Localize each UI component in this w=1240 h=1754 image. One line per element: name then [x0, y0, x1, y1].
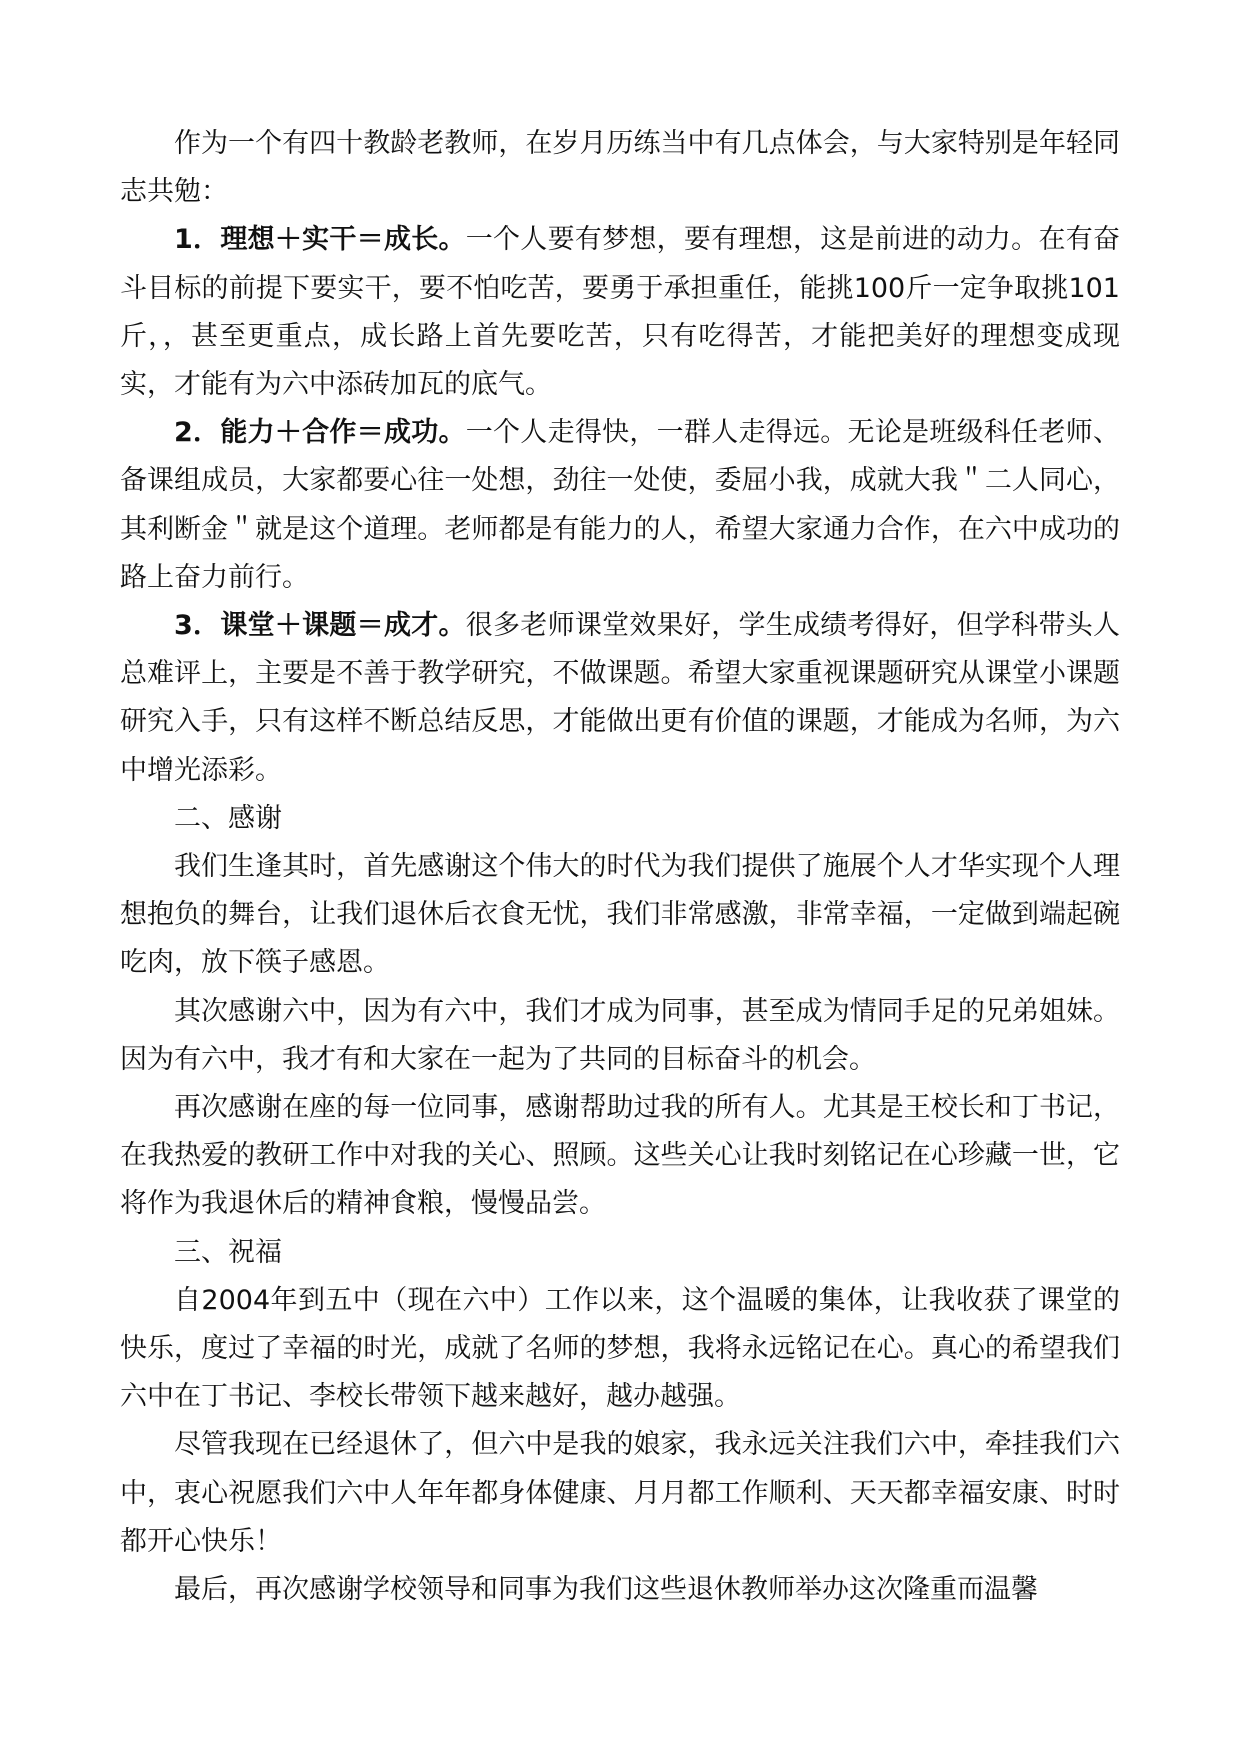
paragraph-point-3 [120, 602, 1120, 795]
point-heading: 1．理想＋实干＝成长。 [174, 224, 466, 256]
section-heading-text: 二、感谢 [174, 802, 282, 834]
paragraph-text: 一个人要有梦想，要有理想，这是前进的动力。在有奋斗目标的前提下要实干，要不怕吃苦，要勇于承担重任，能挑100斤一定争取挑101斤，，甚至更重点，成长路上首先要吃苦，只有吃得苦，才能把美好的理想变成现实，才能有为六中添砖加瓦的底气。 [120, 224, 1120, 401]
paragraph-point-2 [120, 409, 1120, 602]
section-heading-text: 三、祝福 [174, 1236, 282, 1268]
paragraph-text: 再次感谢在座的每一位同事，感谢帮助过我的所有人。尤其是王校长和丁书记，在我热爱的教研工作中对我的关心、照顾。这些关心让我时刻铭记在心珍藏一世，它将作为我退休后的精神食粮，慢慢品尝。 [120, 1092, 1120, 1220]
document-body [120, 120, 1120, 1614]
paragraph-text: 很多老师课堂效果好，学生成绩考得好，但学科带头人总难评上，主要是不善于教学研究，不做课题。希望大家重视课题研究从课堂小课题研究入手，只有这样不断总结反思，才能做出更有价值的课题，才能成为名师，为六中增光添彩。 [120, 610, 1120, 786]
paragraph-text: 尽管我现在已经退休了，但六中是我的娘家，我永远关注我们六中，牵挂我们六中，衷心祝愿我们六中人年年都身体健康、月月都工作顺利、天天都幸福安康、时时都开心快乐！ [120, 1429, 1120, 1557]
paragraph-text: 自2004年到五中（现在六中）工作以来，这个温暖的集体，让我收获了课堂的快乐，度过了幸福的时光，成就了名师的梦想，我将永远铭记在心。真心的希望我们六中在丁书记、李校长带领下越来越好，越办越强。 [120, 1284, 1120, 1413]
paragraph-text: 一个人走得快，一群人走得远。无论是班级科任老师、备课组成员，大家都要心往一处想，劲往一处使，委屈小我，成就大我＂二人同心，其利断金＂就是这个道理。老师都是有能力的人，希望大家通力合作，在六中成功的路上奋力前行。 [120, 417, 1120, 593]
paragraph-closing [120, 1566, 1120, 1614]
paragraph-thanks-school [120, 988, 1120, 1084]
paragraph-blessing-home [120, 1421, 1120, 1566]
paragraph-text: 其次感谢六中，因为有六中，我们才成为同事，甚至成为情同手足的兄弟姐妹。因为有六中，我才有和大家在一起为了共同的目标奋斗的机会。 [120, 995, 1120, 1075]
section-heading-blessing [120, 1229, 1120, 1277]
paragraph-intro [120, 120, 1120, 216]
point-heading: 3．课堂＋课题＝成才。 [174, 610, 466, 642]
paragraph-blessing-since-2004 [120, 1277, 1120, 1422]
paragraph-point-1 [120, 216, 1120, 409]
point-heading: 2．能力＋合作＝成功。 [174, 417, 466, 449]
paragraph-text: 作为一个有四十教龄老教师，在岁月历练当中有几点体会，与大家特别是年轻同志共勉： [120, 128, 1120, 208]
paragraph-thanks-colleagues [120, 1084, 1120, 1229]
paragraph-text: 最后，再次感谢学校领导和同事为我们这些退休教师举办这次隆重而温馨 [174, 1574, 1038, 1606]
section-heading-thanks [120, 795, 1120, 843]
paragraph-thanks-era [120, 843, 1120, 988]
paragraph-text: 我们生逢其时，首先感谢这个伟大的时代为我们提供了施展个人才华实现个人理想抱负的舞台，让我们退休后衣食无忧，我们非常感激，非常幸福，一定做到端起碗吃肉，放下筷子感恩。 [120, 851, 1120, 979]
